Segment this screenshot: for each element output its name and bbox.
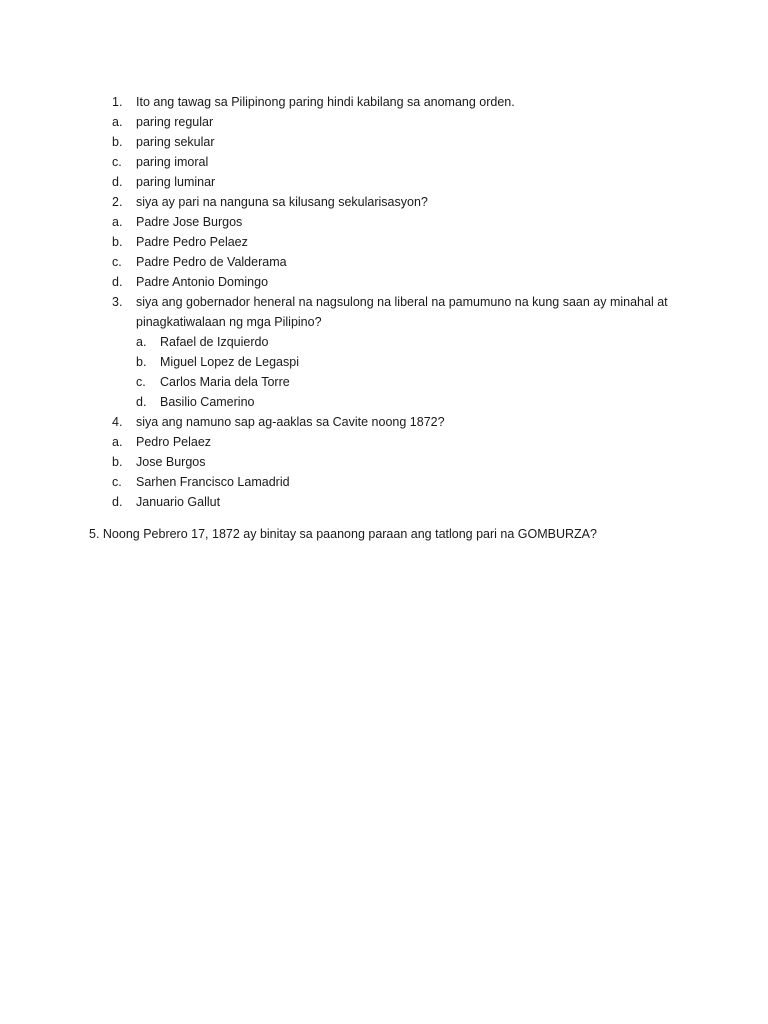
option-text: paring sekular	[136, 135, 215, 149]
q2-option-a	[112, 212, 242, 232]
option-letter: c.	[112, 255, 122, 269]
question-number: 4.	[112, 415, 123, 429]
option-letter: a.	[112, 215, 123, 229]
question-4	[112, 412, 445, 432]
question-number: 3.	[112, 295, 123, 309]
question-3-continuation: pinagkatiwalaan ng mga Pilipino?	[136, 315, 322, 329]
option-letter: a.	[112, 435, 123, 449]
option-letter: d.	[112, 495, 123, 509]
q3-option-d	[136, 392, 254, 412]
option-text: Rafael de Izquierdo	[160, 335, 269, 349]
option-text: Carlos Maria dela Torre	[160, 375, 290, 389]
question-1	[112, 92, 515, 112]
option-text: Miguel Lopez de Legaspi	[160, 355, 299, 369]
q4-option-d	[112, 492, 220, 512]
q1-option-b	[112, 132, 215, 152]
question-text: siya ay pari na nanguna sa kilusang sekularisasyon?	[136, 195, 428, 209]
question-number: 2.	[112, 195, 123, 209]
option-letter: d.	[136, 395, 147, 409]
option-text: Sarhen Francisco Lamadrid	[136, 475, 290, 489]
q1-option-c	[112, 152, 208, 172]
question-text: siya ang namuno sap ag-aaklas sa Cavite noong 1872?	[136, 415, 445, 429]
option-letter: b.	[112, 135, 123, 149]
option-text: Padre Jose Burgos	[136, 215, 243, 229]
question-number: 1.	[112, 95, 123, 109]
q3-option-c	[136, 372, 290, 392]
option-text: Januario Gallut	[136, 495, 221, 509]
option-letter: b.	[112, 455, 123, 469]
option-text: paring regular	[136, 115, 214, 129]
q4-option-a	[112, 432, 211, 452]
option-letter: b.	[136, 355, 147, 369]
option-text: paring imoral	[136, 155, 209, 169]
option-letter: d.	[112, 275, 123, 289]
question-text: Ito ang tawag sa Pilipinong paring hindi kabilang sa anomang orden.	[136, 95, 515, 109]
q3-option-b	[136, 352, 299, 372]
q1-option-a	[112, 112, 213, 132]
q1-option-d	[112, 172, 215, 192]
option-letter: c.	[112, 475, 122, 489]
option-text: paring luminar	[136, 175, 216, 189]
question-5: 5. Noong Pebrero 17, 1872 ay binitay sa paanong paraan ang tatlong pari na GOMBURZA?	[89, 527, 597, 541]
option-letter: b.	[112, 235, 123, 249]
option-letter: d.	[112, 175, 123, 189]
option-letter: a.	[112, 115, 123, 129]
q4-option-c	[112, 472, 290, 492]
q4-option-b	[112, 452, 205, 472]
option-text: Pedro Pelaez	[136, 435, 212, 449]
option-text: Padre Pedro de Valderama	[136, 255, 287, 269]
option-letter: a.	[136, 335, 147, 349]
q2-option-d	[112, 272, 268, 292]
option-text: Basilio Camerino	[160, 395, 255, 409]
question-2	[112, 192, 428, 212]
option-text: Padre Pedro Pelaez	[136, 235, 248, 249]
q2-option-c	[112, 252, 287, 272]
question-text: siya ang gobernador heneral na nagsulong na liberal na pamumuno na kung saan ay minahal at	[136, 295, 668, 309]
q2-option-b	[112, 232, 248, 252]
option-text: Jose Burgos	[136, 455, 206, 469]
question-3	[112, 292, 668, 312]
option-letter: c.	[112, 155, 122, 169]
q3-option-a	[136, 332, 268, 352]
option-text: Padre Antonio Domingo	[136, 275, 269, 289]
option-letter: c.	[136, 375, 146, 389]
